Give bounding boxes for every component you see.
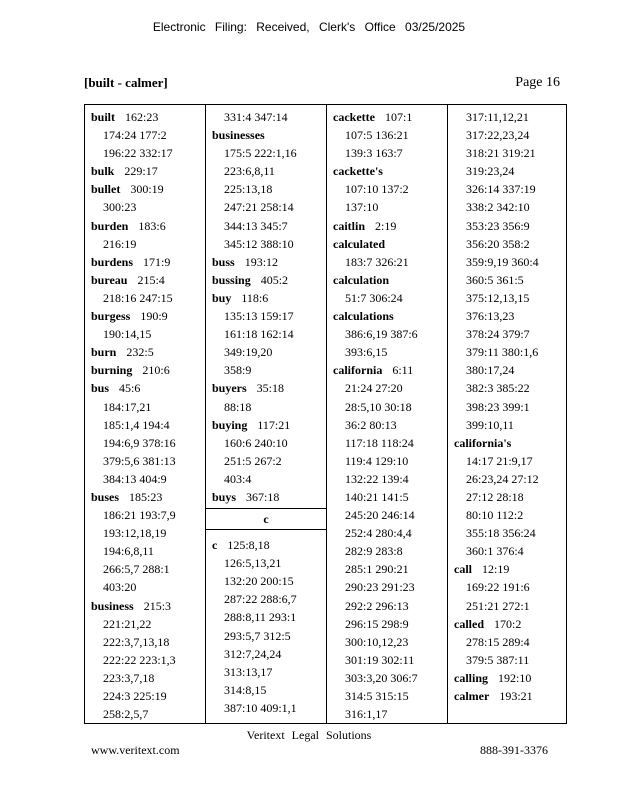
- index-term: [454, 669, 568, 687]
- index-term: [212, 253, 326, 271]
- term-word: built: [91, 110, 116, 124]
- index-term: [91, 162, 205, 180]
- reference-line: 224:3 225:19: [103, 689, 167, 703]
- reference-line: 312:7,24,24: [224, 646, 282, 661]
- index-term: [333, 307, 447, 325]
- footer-website: www.veritext.com: [91, 743, 180, 757]
- reference-line: 319:23,24: [466, 164, 515, 179]
- reference-line: 247:21 258:14: [224, 200, 294, 215]
- reference-line: 169:22 191:6: [466, 580, 530, 595]
- term-word: burgess: [91, 309, 131, 324]
- term-word: buyers: [212, 381, 247, 396]
- reference-line: 300:23: [103, 200, 137, 215]
- reference-line: 117:18 118:24: [345, 435, 414, 450]
- reference-line: 288:8,11 293:1: [224, 610, 297, 625]
- reference-line: 285:1 290:21: [345, 562, 409, 577]
- reference-line: 376:13,23: [466, 309, 515, 324]
- reference-line: 119:4 129:10: [345, 453, 409, 468]
- index-term: [91, 271, 205, 289]
- reference-line: 132:20 200:15: [224, 574, 294, 589]
- reference-line: 386:6,19 387:6: [345, 327, 418, 342]
- term-word: calculation: [333, 272, 389, 287]
- reference-line: 314:5 315:15: [345, 689, 409, 703]
- term-references: 193:21: [499, 689, 533, 703]
- reference-line: 375:12,13,15: [466, 290, 530, 305]
- reference-line: 186:21 193:7,9: [103, 508, 176, 523]
- reference-line: 258:2,5,7: [103, 707, 149, 722]
- term-word: business: [91, 598, 134, 613]
- term-references: 2:19: [375, 218, 397, 233]
- word-index-table: [84, 104, 567, 724]
- index-term: [91, 108, 205, 126]
- term-references: 215:3: [143, 598, 172, 613]
- term-word: bulk: [91, 164, 115, 179]
- reference-line: 331:4 347:14: [224, 110, 288, 124]
- reference-line: 399:10,11: [466, 417, 514, 432]
- reference-line: 223:3,7,18: [103, 670, 155, 685]
- term-references: 12:19: [482, 562, 510, 577]
- reference-line: 293:5,7 312:5: [224, 628, 291, 643]
- index-range: [built - calmer]: [84, 75, 168, 90]
- term-word: calling: [454, 670, 489, 685]
- index-column-2-bottom: [206, 530, 326, 717]
- term-references: 193:12: [244, 254, 279, 269]
- footer-phone: 888-391-3376: [480, 743, 548, 757]
- term-word: cackette: [333, 110, 375, 124]
- reference-line: 139:3 163:7: [345, 146, 403, 161]
- term-word: bullet: [91, 182, 121, 197]
- reference-line: 245:20 246:14: [345, 508, 415, 523]
- index-term: [333, 235, 447, 253]
- index-term: [333, 108, 447, 126]
- index-term: [212, 379, 326, 397]
- term-word: calmer: [454, 689, 490, 703]
- term-word: caitlin: [333, 218, 365, 233]
- term-word: california: [333, 363, 383, 378]
- term-references: 35:18: [256, 381, 285, 396]
- term-references: 125:8,18: [227, 538, 270, 553]
- reference-line: 26:23,24 27:12: [466, 471, 539, 486]
- index-term: [91, 488, 205, 506]
- term-word: businesses: [212, 128, 265, 143]
- reference-line: 393:6,15: [345, 345, 388, 360]
- reference-line: 301:19 302:11: [345, 652, 415, 667]
- term-references: 171:9: [143, 254, 171, 269]
- term-word: calculations: [333, 309, 394, 324]
- term-word: burn: [91, 345, 117, 360]
- reference-line: 266:5,7 288:1: [103, 562, 170, 577]
- reference-line: 355:18 356:24: [466, 526, 536, 541]
- index-term: [212, 271, 326, 289]
- term-word: buss: [212, 254, 235, 269]
- reference-line: 403:20: [103, 580, 137, 595]
- reference-line: 221:21,22: [103, 616, 152, 631]
- reference-line: 126:5,13,21: [224, 556, 282, 571]
- term-word: calculated: [333, 236, 385, 251]
- reference-line: 359:9,19 360:4: [466, 254, 539, 269]
- term-references: 405:2: [260, 272, 289, 287]
- index-term: [91, 379, 205, 397]
- reference-line: 398:23 399:1: [466, 399, 530, 414]
- reference-line: 161:18 162:14: [224, 327, 294, 342]
- index-term: [454, 434, 568, 452]
- reference-line: 378:24 379:7: [466, 327, 530, 342]
- index-term: [454, 615, 568, 633]
- reference-line: 225:13,18: [224, 182, 273, 197]
- term-references: 192:10: [498, 670, 532, 685]
- term-word: buying: [212, 417, 248, 432]
- reference-line: 137:10: [345, 200, 379, 215]
- index-term: [333, 217, 447, 235]
- term-word: bureau: [91, 272, 128, 287]
- term-word: bus: [91, 381, 110, 396]
- term-references: 117:21: [257, 417, 291, 432]
- reference-line: 384:13 404:9: [103, 471, 167, 486]
- reference-line: 360:5 361:5: [466, 272, 524, 287]
- reference-line: 379:5 387:11: [466, 652, 530, 667]
- reference-line: 313:13,17: [224, 664, 273, 679]
- term-word: burden: [91, 218, 129, 233]
- reference-line: 174:24 177:2: [103, 128, 167, 143]
- reference-line: 132:22 139:4: [345, 471, 409, 486]
- reference-line: 218:16 247:15: [103, 290, 173, 305]
- index-column-2-top: [206, 105, 326, 506]
- reference-line: 160:6 240:10: [224, 435, 288, 450]
- reference-line: 380:17,24: [466, 363, 515, 378]
- term-references: 162:23: [125, 110, 159, 124]
- term-word: bussing: [212, 272, 251, 287]
- reference-line: 303:3,20 306:7: [345, 670, 418, 685]
- reference-line: 252:4 280:4,4: [345, 526, 412, 541]
- reference-line: 251:5 267:2: [224, 453, 282, 468]
- term-references: 183:6: [138, 218, 166, 233]
- reference-line: 360:1 376:4: [466, 544, 524, 559]
- reference-line: 194:6,9 378:16: [103, 435, 176, 450]
- reference-line: 318:21 319:21: [466, 146, 536, 161]
- reference-line: 184:17,21: [103, 399, 152, 414]
- term-word: california's: [454, 435, 512, 450]
- index-term: [91, 180, 205, 198]
- term-references: 107:1: [384, 110, 413, 124]
- term-references: 170:2: [494, 616, 522, 631]
- reference-line: 287:22 288:6,7: [224, 592, 297, 607]
- index-term: [91, 253, 205, 271]
- term-references: 190:9: [140, 309, 168, 324]
- index-term: [212, 488, 326, 506]
- reference-line: 27:12 28:18: [466, 489, 524, 504]
- index-term: [333, 361, 447, 379]
- reference-line: 251:21 272:1: [466, 598, 530, 613]
- filing-stamp: Electronic Filing: Received, Clerk's Office 03/25/2025: [152, 20, 466, 34]
- reference-line: 300:10,12,23: [345, 634, 409, 649]
- term-word: call: [454, 562, 472, 577]
- reference-line: 51:7 306:24: [345, 290, 403, 305]
- reference-line: 194:6,8,11: [103, 544, 154, 559]
- reference-line: 107:5 136:21: [345, 128, 409, 143]
- term-references: 118:6: [241, 290, 269, 305]
- term-references: 215:4: [137, 272, 165, 287]
- index-term: [333, 271, 447, 289]
- index-column-1: [85, 105, 206, 723]
- term-references: 45:6: [119, 381, 141, 396]
- reference-line: 14:17 21:9,17: [466, 453, 533, 468]
- index-term: [454, 560, 568, 578]
- reference-line: 326:14 337:19: [466, 182, 536, 197]
- reference-line: 190:14,15: [103, 327, 152, 342]
- term-word: c: [212, 538, 218, 553]
- reference-line: 292:2 296:13: [345, 598, 409, 613]
- index-column-3: [327, 105, 448, 723]
- reference-line: 387:10 409:1,1: [224, 700, 297, 715]
- term-references: 232:5: [126, 345, 154, 360]
- reference-line: 314:8,15: [224, 682, 267, 697]
- reference-line: 135:13 159:17: [224, 309, 294, 324]
- term-references: 210:6: [142, 363, 170, 378]
- reference-line: 223:6,8,11: [224, 164, 275, 179]
- reference-line: 107:10 137:2: [345, 182, 409, 197]
- reference-line: 80:10 112:2: [466, 508, 524, 523]
- index-term: [212, 289, 326, 307]
- term-word: burdens: [91, 254, 134, 269]
- term-references: 6:11: [392, 363, 414, 378]
- reference-line: 358:9: [224, 363, 252, 378]
- reference-line: 290:23 291:23: [345, 580, 415, 595]
- letter-heading: c: [206, 508, 326, 530]
- reference-line: 88:18: [224, 399, 252, 414]
- index-term: [91, 343, 205, 361]
- reference-line: 353:23 356:9: [466, 218, 530, 233]
- index-column-2: [206, 105, 327, 723]
- reference-line: 296:15 298:9: [345, 616, 409, 631]
- index-term: [212, 536, 326, 554]
- index-term: [212, 416, 326, 434]
- index-term: [333, 162, 447, 180]
- index-term: [91, 307, 205, 325]
- term-word: burning: [91, 363, 133, 378]
- reference-line: 317:11,12,21: [466, 110, 529, 124]
- index-column-4: [448, 105, 568, 723]
- index-term: [91, 361, 205, 379]
- reference-line: 222:22 223:1,3: [103, 652, 176, 667]
- term-word: buys: [212, 489, 237, 504]
- reference-line: 36:2 80:13: [345, 417, 397, 432]
- reference-line: 344:13 345:7: [224, 218, 288, 233]
- term-word: cackette's: [333, 164, 383, 179]
- reference-line: 356:20 358:2: [466, 236, 530, 251]
- reference-line: 140:21 141:5: [345, 489, 409, 504]
- reference-line: 185:1,4 194:4: [103, 417, 170, 432]
- index-term: [212, 126, 326, 144]
- term-references: 300:19: [130, 182, 164, 197]
- reference-line: 317:22,23,24: [466, 128, 530, 143]
- index-term: [91, 217, 205, 235]
- reference-line: 338:2 342:10: [466, 200, 530, 215]
- reference-line: 345:12 388:10: [224, 236, 294, 251]
- reference-line: 193:12,18,19: [103, 526, 167, 541]
- reference-line: 278:15 289:4: [466, 634, 530, 649]
- reference-line: 379:11 380:1,6: [466, 345, 539, 360]
- reference-line: 175:5 222:1,16: [224, 146, 297, 161]
- term-references: 185:23: [129, 489, 163, 504]
- reference-line: 382:3 385:22: [466, 381, 530, 396]
- reference-line: 316:1,17: [345, 707, 388, 722]
- reference-line: 379:5,6 381:13: [103, 453, 176, 468]
- term-word: buses: [91, 489, 120, 504]
- term-word: called: [454, 616, 484, 631]
- index-term: [91, 597, 205, 615]
- reference-line: 282:9 283:8: [345, 544, 403, 559]
- reference-line: 196:22 332:17: [103, 146, 173, 161]
- reference-line: 403:4: [224, 471, 252, 486]
- term-word: buy: [212, 290, 232, 305]
- reference-line: 349:19,20: [224, 345, 273, 360]
- index-term: [454, 687, 568, 705]
- reference-line: 222:3,7,13,18: [103, 634, 170, 649]
- reference-line: 28:5,10 30:18: [345, 399, 412, 414]
- reference-line: 216:19: [103, 236, 137, 251]
- term-references: 367:18: [246, 489, 280, 504]
- reference-line: 183:7 326:21: [345, 254, 409, 269]
- reference-line: 21:24 27:20: [345, 381, 403, 396]
- page-number: Page 16: [515, 75, 560, 90]
- footer-company: Veritext Legal Solutions: [246, 728, 372, 742]
- term-references: 229:17: [124, 164, 158, 179]
